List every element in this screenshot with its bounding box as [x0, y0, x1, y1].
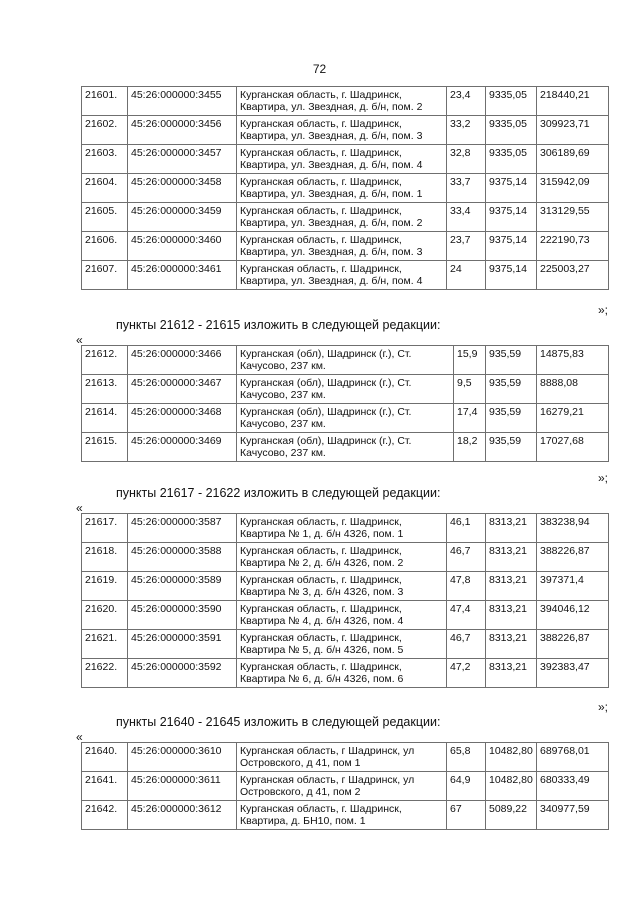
table-row	[82, 346, 609, 375]
area-cell: 17,4	[454, 404, 486, 433]
table-row	[82, 375, 609, 404]
unit-cost-cell: 9375,14	[486, 261, 537, 290]
address-cell: Курганская (обл), Шадринск (г.), Ст. Качусово, 237 км.	[237, 346, 454, 375]
cadastral-number-cell: 45:26:000000:3610	[128, 743, 237, 772]
cadastral-value-cell: 340977,59	[537, 801, 609, 830]
cadastral-value-cell: 313129,55	[537, 203, 609, 232]
table-row	[82, 801, 609, 830]
area-cell: 64,9	[447, 772, 486, 801]
unit-cost-cell: 8313,21	[486, 514, 537, 543]
row-number-cell: 21602.	[82, 116, 128, 145]
cadastral-value-cell: 306189,69	[537, 145, 609, 174]
cadastral-number-cell: 45:26:000000:3468	[128, 404, 237, 433]
area-cell: 46,7	[447, 630, 486, 659]
row-number-cell: 21607.	[82, 261, 128, 290]
cadastral-number-cell: 45:26:000000:3588	[128, 543, 237, 572]
cadastral-number-cell: 45:26:000000:3456	[128, 116, 237, 145]
table-row	[82, 232, 609, 261]
cadastral-number-cell: 45:26:000000:3590	[128, 601, 237, 630]
area-cell: 33,7	[447, 174, 486, 203]
area-cell: 33,2	[447, 116, 486, 145]
cadastral-value-cell: 680333,49	[537, 772, 609, 801]
row-number-cell: 21612.	[82, 346, 128, 375]
cadastral-value-cell: 8888,08	[537, 375, 609, 404]
unit-cost-cell: 10482,80	[486, 743, 537, 772]
cadastral-number-cell: 45:26:000000:3460	[128, 232, 237, 261]
address-cell: Курганская область, г. Шадринск, Квартира, ул. Звездная, д. б/н, пом. 4	[237, 145, 447, 174]
area-cell: 47,4	[447, 601, 486, 630]
table-row	[82, 601, 609, 630]
row-number-cell: 21619.	[82, 572, 128, 601]
address-cell: Курганская (обл), Шадринск (г.), Ст. Качусово, 237 км.	[237, 375, 454, 404]
area-cell: 24	[447, 261, 486, 290]
area-cell: 9,5	[454, 375, 486, 404]
unit-cost-cell: 9335,05	[486, 116, 537, 145]
registry-table-4	[81, 742, 609, 830]
table-row	[82, 174, 609, 203]
area-cell: 33,4	[447, 203, 486, 232]
address-cell: Курганская область, г. Шадринск, Квартира № 5, д. б/н 4326, пом. 5	[237, 630, 447, 659]
area-cell: 67	[447, 801, 486, 830]
cadastral-value-cell: 315942,09	[537, 174, 609, 203]
unit-cost-cell: 9375,14	[486, 174, 537, 203]
unit-cost-cell: 8313,21	[486, 543, 537, 572]
cadastral-number-cell: 45:26:000000:3455	[128, 87, 237, 116]
cadastral-number-cell: 45:26:000000:3587	[128, 514, 237, 543]
row-number-cell: 21606.	[82, 232, 128, 261]
row-number-cell: 21613.	[82, 375, 128, 404]
unit-cost-cell: 8313,21	[486, 659, 537, 688]
address-cell: Курганская область, г. Шадринск, Квартира № 6, д. б/н 4326, пом. 6	[237, 659, 447, 688]
cadastral-number-cell: 45:26:000000:3457	[128, 145, 237, 174]
cadastral-value-cell: 383238,94	[537, 514, 609, 543]
table-row	[82, 116, 609, 145]
unit-cost-cell: 5089,22	[486, 801, 537, 830]
unit-cost-cell: 935,59	[486, 433, 537, 462]
instruction-text: пункты 21640 - 21645 изложить в следующей редакции:	[116, 715, 441, 729]
unit-cost-cell: 10482,80	[486, 772, 537, 801]
cadastral-number-cell: 45:26:000000:3467	[128, 375, 237, 404]
closing-quote: »;	[597, 303, 608, 317]
address-cell: Курганская область, г. Шадринск, Квартира № 3, д. б/н 4326, пом. 3	[237, 572, 447, 601]
cadastral-number-cell: 45:26:000000:3612	[128, 801, 237, 830]
unit-cost-cell: 9335,05	[486, 87, 537, 116]
cadastral-value-cell: 388226,87	[537, 630, 609, 659]
row-number-cell: 21601.	[82, 87, 128, 116]
closing-quote: »;	[597, 471, 608, 485]
address-cell: Курганская область, г. Шадринск, Квартира, ул. Звездная, д. б/н, пом. 4	[237, 261, 447, 290]
address-cell: Курганская область, г. Шадринск, Квартира, ул. Звездная, д. б/н, пом. 2	[237, 87, 447, 116]
table-row	[82, 87, 609, 116]
cadastral-number-cell: 45:26:000000:3459	[128, 203, 237, 232]
row-number-cell: 21620.	[82, 601, 128, 630]
address-cell: Курганская область, г Шадринск, ул Островского, д 41, пом 1	[237, 743, 447, 772]
row-number-cell: 21605.	[82, 203, 128, 232]
area-cell: 47,8	[447, 572, 486, 601]
cadastral-value-cell: 392383,47	[537, 659, 609, 688]
address-cell: Курганская (обл), Шадринск (г.), Ст. Качусово, 237 км.	[237, 433, 454, 462]
address-cell: Курганская (обл), Шадринск (г.), Ст. Качусово, 237 км.	[237, 404, 454, 433]
cadastral-number-cell: 45:26:000000:3466	[128, 346, 237, 375]
instruction-text: пункты 21612 - 21615 изложить в следующей редакции:	[116, 318, 441, 332]
unit-cost-cell: 8313,21	[486, 601, 537, 630]
unit-cost-cell: 9375,14	[486, 203, 537, 232]
cadastral-value-cell: 225003,27	[537, 261, 609, 290]
cadastral-value-cell: 397371,4	[537, 572, 609, 601]
unit-cost-cell: 8313,21	[486, 630, 537, 659]
unit-cost-cell: 9375,14	[486, 232, 537, 261]
registry-table-2	[81, 345, 609, 462]
opening-quote: «	[76, 333, 83, 347]
unit-cost-cell: 935,59	[486, 404, 537, 433]
table-row	[82, 772, 609, 801]
address-cell: Курганская область, г. Шадринск, Квартира, ул. Звездная, д. б/н, пом. 3	[237, 232, 447, 261]
unit-cost-cell: 8313,21	[486, 572, 537, 601]
row-number-cell: 21621.	[82, 630, 128, 659]
table-row	[82, 404, 609, 433]
cadastral-value-cell: 309923,71	[537, 116, 609, 145]
cadastral-number-cell: 45:26:000000:3469	[128, 433, 237, 462]
table-row	[82, 203, 609, 232]
cadastral-number-cell: 45:26:000000:3461	[128, 261, 237, 290]
area-cell: 32,8	[447, 145, 486, 174]
table-row	[82, 630, 609, 659]
row-number-cell: 21640.	[82, 743, 128, 772]
address-cell: Курганская область, г. Шадринск, Квартира, ул. Звездная, д. б/н, пом. 1	[237, 174, 447, 203]
cadastral-number-cell: 45:26:000000:3611	[128, 772, 237, 801]
address-cell: Курганская область, г. Шадринск, Квартира, ул. Звездная, д. б/н, пом. 2	[237, 203, 447, 232]
row-number-cell: 21617.	[82, 514, 128, 543]
cadastral-value-cell: 218440,21	[537, 87, 609, 116]
table-row	[82, 543, 609, 572]
registry-table-3	[81, 513, 609, 688]
cadastral-value-cell: 14875,83	[537, 346, 609, 375]
unit-cost-cell: 9335,05	[486, 145, 537, 174]
cadastral-value-cell: 222190,73	[537, 232, 609, 261]
area-cell: 15,9	[454, 346, 486, 375]
cadastral-number-cell: 45:26:000000:3458	[128, 174, 237, 203]
cadastral-value-cell: 16279,21	[537, 404, 609, 433]
area-cell: 23,7	[447, 232, 486, 261]
address-cell: Курганская область, г. Шадринск, Квартира № 4, д. б/н 4326, пом. 4	[237, 601, 447, 630]
row-number-cell: 21618.	[82, 543, 128, 572]
address-cell: Курганская область, г. Шадринск, Квартира, ул. Звездная, д. б/н, пом. 3	[237, 116, 447, 145]
row-number-cell: 21614.	[82, 404, 128, 433]
instruction-text: пункты 21617 - 21622 изложить в следующей редакции:	[116, 486, 441, 500]
area-cell: 23,4	[447, 87, 486, 116]
address-cell: Курганская область, г Шадринск, ул Островского, д 41, пом 2	[237, 772, 447, 801]
table-row	[82, 514, 609, 543]
table-row	[82, 659, 609, 688]
opening-quote: «	[76, 501, 83, 515]
opening-quote: «	[76, 730, 83, 744]
row-number-cell: 21622.	[82, 659, 128, 688]
cadastral-number-cell: 45:26:000000:3592	[128, 659, 237, 688]
area-cell: 65,8	[447, 743, 486, 772]
cadastral-value-cell: 17027,68	[537, 433, 609, 462]
cadastral-value-cell: 388226,87	[537, 543, 609, 572]
unit-cost-cell: 935,59	[486, 346, 537, 375]
registry-table-1	[81, 86, 609, 290]
row-number-cell: 21615.	[82, 433, 128, 462]
row-number-cell: 21641.	[82, 772, 128, 801]
row-number-cell: 21604.	[82, 174, 128, 203]
table-row	[82, 433, 609, 462]
table-row	[82, 572, 609, 601]
table-row	[82, 743, 609, 772]
cadastral-value-cell: 394046,12	[537, 601, 609, 630]
page-number: 72	[312, 62, 327, 76]
table-row	[82, 261, 609, 290]
closing-quote: »;	[597, 700, 608, 714]
address-cell: Курганская область, г. Шадринск, Квартира № 2, д. б/н 4326, пом. 2	[237, 543, 447, 572]
area-cell: 47,2	[447, 659, 486, 688]
address-cell: Курганская область, г. Шадринск, Квартира № 1, д. б/н 4326, пом. 1	[237, 514, 447, 543]
row-number-cell: 21603.	[82, 145, 128, 174]
area-cell: 18,2	[454, 433, 486, 462]
cadastral-number-cell: 45:26:000000:3591	[128, 630, 237, 659]
area-cell: 46,7	[447, 543, 486, 572]
cadastral-value-cell: 689768,01	[537, 743, 609, 772]
table-row	[82, 145, 609, 174]
address-cell: Курганская область, г. Шадринск, Квартира, д. БН10, пом. 1	[237, 801, 447, 830]
cadastral-number-cell: 45:26:000000:3589	[128, 572, 237, 601]
area-cell: 46,1	[447, 514, 486, 543]
unit-cost-cell: 935,59	[486, 375, 537, 404]
row-number-cell: 21642.	[82, 801, 128, 830]
